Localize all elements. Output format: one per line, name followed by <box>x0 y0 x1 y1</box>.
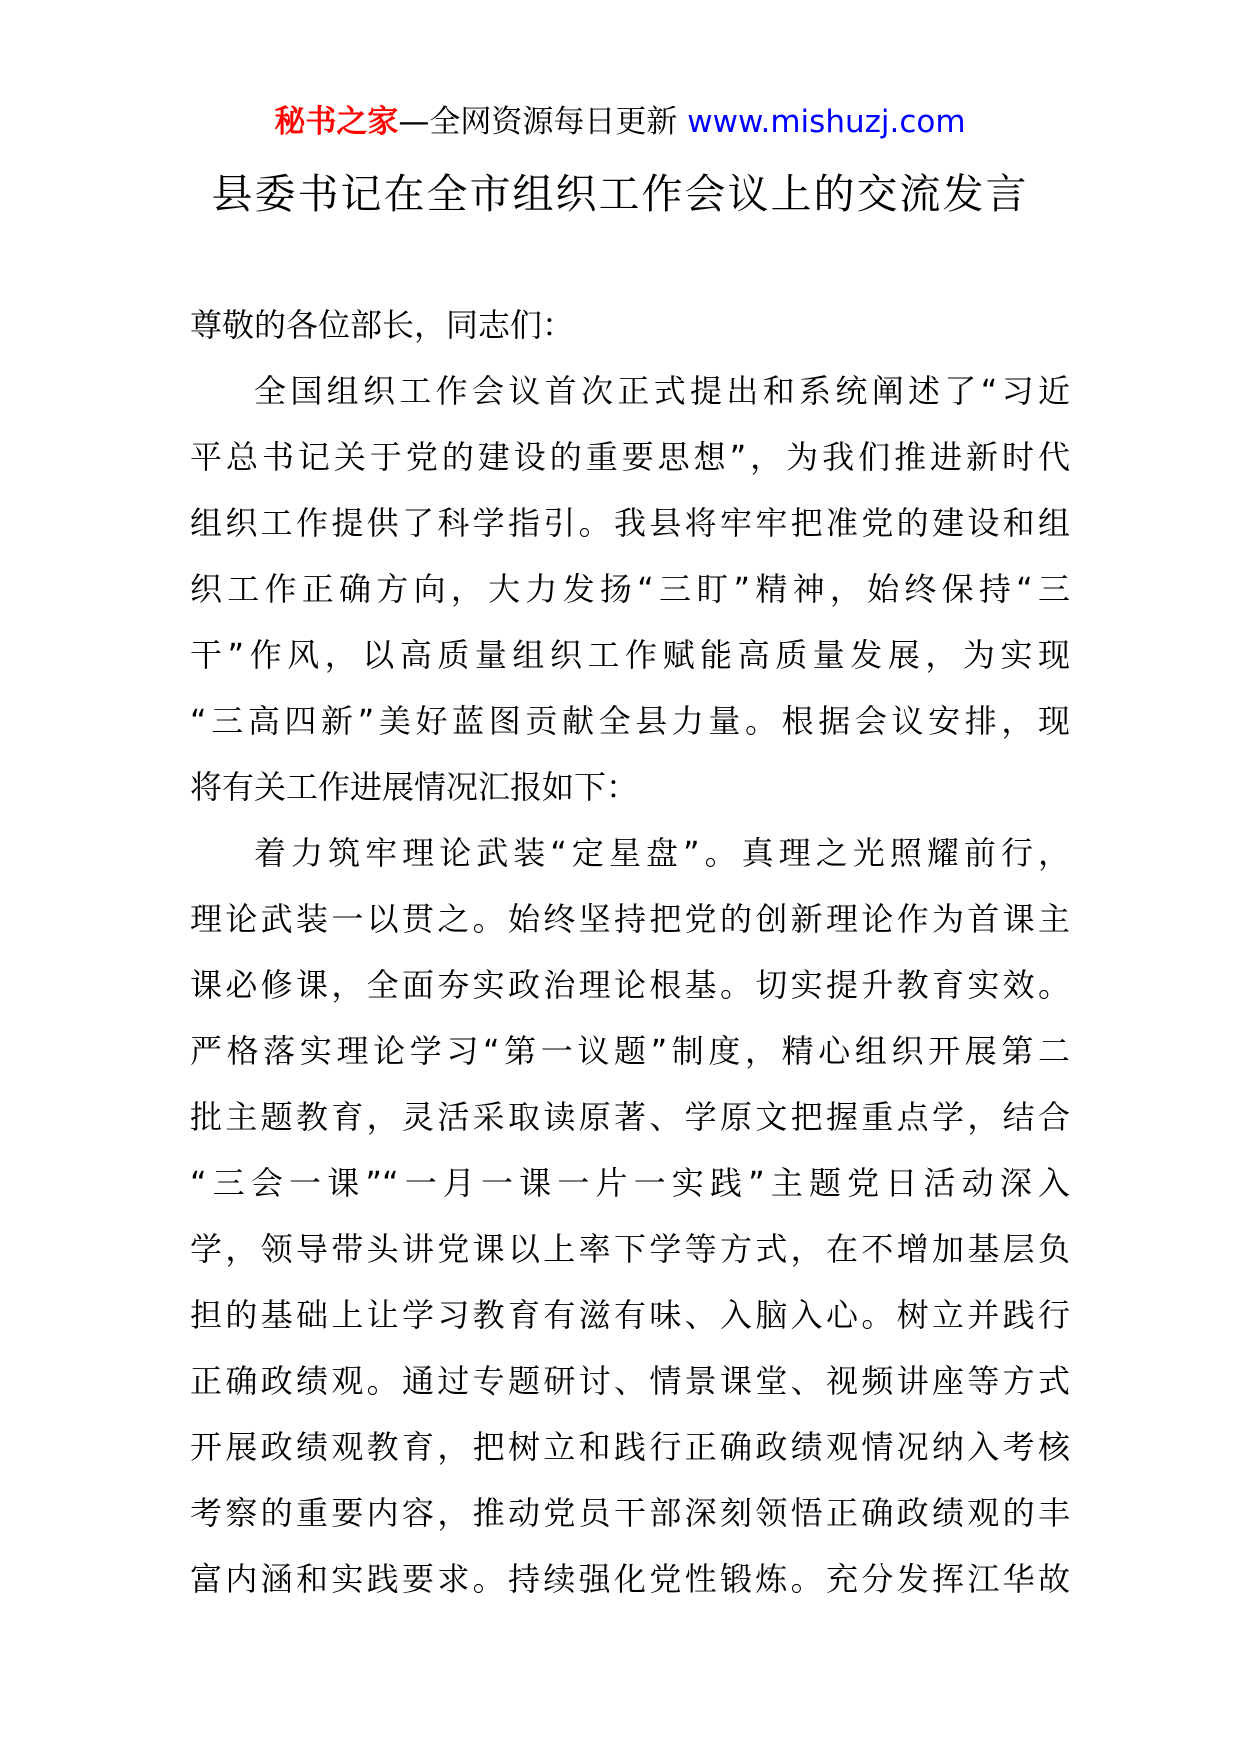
text-line: 织工作正确方向，大力发扬“三盯”精神，始终保持“三 <box>190 570 1070 608</box>
text-line: 学，领导带头讲党课以上率下学等方式，在不增加基层负 <box>190 1230 1070 1268</box>
text-line: 批主题教育，灵活采取读原著、学原文把握重点学，结合 <box>190 1098 1070 1136</box>
text-line: “三会一课”“一月一课一片一实践”主题党日活动深入 <box>190 1164 1070 1202</box>
header-brand: 秘书之家 <box>274 104 399 140</box>
text-line: 理论武装一以贯之。始终坚持把党的创新理论作为首课主 <box>190 900 1070 938</box>
text-line: 富内涵和实践要求。持续强化党性锻炼。充分发挥江华故 <box>190 1560 1070 1598</box>
text-line: 将有关工作进展情况汇报如下： <box>190 768 639 806</box>
text-line: 课必修课，全面夯实政治理论根基。切实提升教育实效。 <box>190 966 1070 1004</box>
text-line: 组织工作提供了科学指引。我县将牢牢把准党的建设和组 <box>190 504 1070 542</box>
text-line: 考察的重要内容，推动党员干部深刻领悟正确政绩观的丰 <box>190 1494 1070 1532</box>
text-line: 开展政绩观教育，把树立和践行正确政绩观情况纳入考核 <box>190 1428 1070 1466</box>
text-line: 担的基础上让学习教育有滋有味、入脑入心。树立并践行 <box>190 1296 1070 1334</box>
text-line: 全国组织工作会议首次正式提出和系统阐述了“习近 <box>254 372 1070 410</box>
header-url-link[interactable]: www.mishuzj.com <box>687 104 966 140</box>
document-body <box>190 292 1070 1612</box>
text-line: 正确政绩观。通过专题研讨、情景课堂、视频讲座等方式 <box>190 1362 1070 1400</box>
salutation: 尊敬的各位部长，同志们： <box>190 306 575 344</box>
text-line: 干”作风，以高质量组织工作赋能高质量发展，为实现 <box>190 636 1070 674</box>
text-line: 平总书记关于党的建设的重要思想”，为我们推进新时代 <box>190 438 1070 476</box>
text-line: “三高四新”美好蓝图贡献全县力量。根据会议安排，现 <box>190 702 1070 740</box>
watermark-header <box>0 100 1240 144</box>
text-line: 着力筑牢理论武装“定星盘”。真理之光照耀前行， <box>254 834 1070 872</box>
header-tagline: —全网资源每日更新 <box>398 104 688 140</box>
text-line: 严格落实理论学习“第一议题”制度，精心组织开展第二 <box>190 1032 1070 1070</box>
paragraph-lines <box>190 358 1070 1612</box>
document-title: 县委书记在全市组织工作会议上的交流发言 <box>211 170 1029 218</box>
